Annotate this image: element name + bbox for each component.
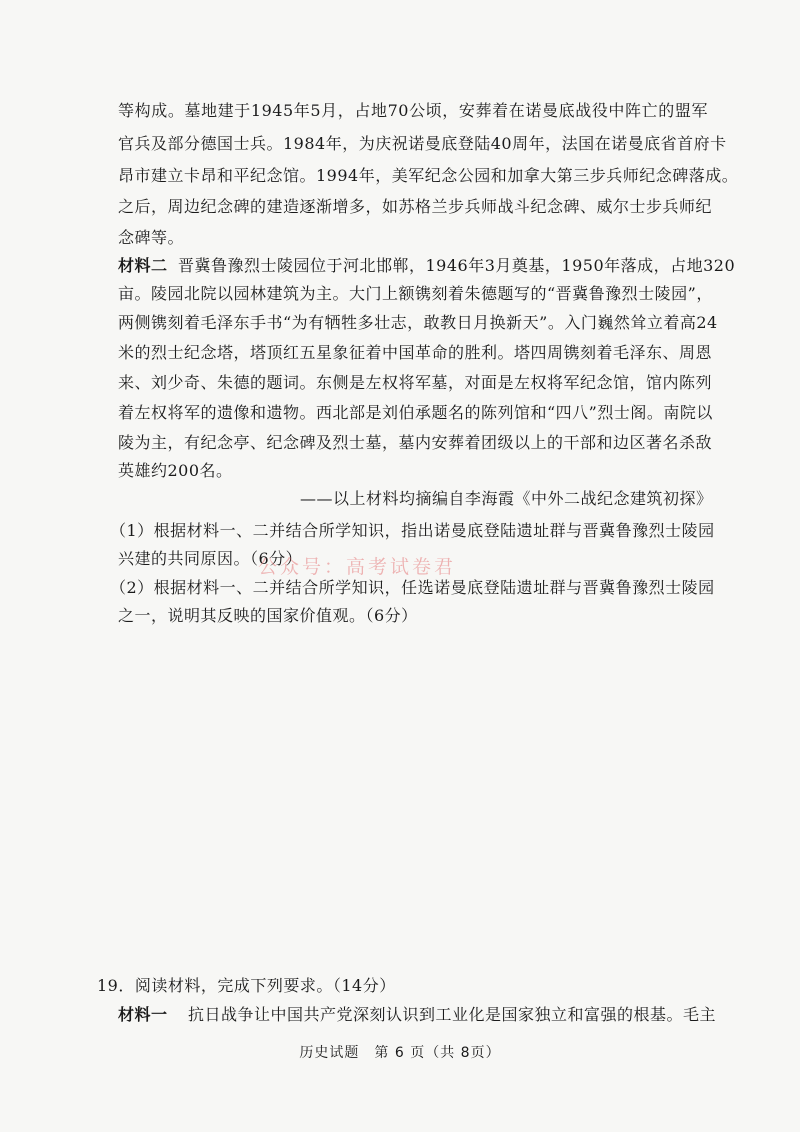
material-two-line: 着左权将军的遗像和遗物。西北部是刘伯承题名的陈列馆和“四八”烈士阁。南院以	[118, 403, 713, 422]
material-two-line: 来、刘少奇、朱德的题词。东侧是左权将军墓，对面是左权将军纪念馆，馆内陈列	[118, 373, 713, 392]
question-2-line: （2）根据材料一、二并结合所学知识，任选诺曼底登陆遗址群与晋冀鲁豫烈士陵园	[110, 578, 715, 597]
question-1-line: 兴建的共同原因。（6分）	[118, 549, 303, 568]
paragraph-line: 念碑等。	[118, 228, 185, 247]
material-two-line: 亩。陵园北院以园林建筑为主。大门上额镌刻着朱德题写的“晋冀鲁豫烈士陵园”，	[118, 284, 713, 303]
material-two-line: 英雄约200名。	[118, 461, 233, 480]
question-2-line: 之一，说明其反映的国家价值观。（6分）	[118, 606, 418, 625]
source-citation: ——以上材料均摘编自李海霞《中外二战纪念建筑初探》	[300, 489, 713, 508]
material-two-line: 两侧镌刻着毛泽东手书“为有牺牲多壮志，敢教日月换新天”。入门巍然耸立着高24	[118, 313, 718, 332]
material-two-line: 陵为主，有纪念亭、纪念碑及烈士墓，墓内安葬着团级以上的干部和边区著名杀敌	[118, 433, 713, 452]
paragraph-line: 官兵及部分德国士兵。1984年，为庆祝诺曼底登陆40周年，法国在诺曼底省首府卡	[118, 134, 727, 153]
paragraph-line: 之后，周边纪念碑的建造逐渐增多，如苏格兰步兵师战斗纪念碑、威尔士步兵师纪	[118, 197, 713, 216]
material-two-label: 材料二	[118, 256, 168, 275]
material-two-line: 晋冀鲁豫烈士陵园位于河北邯郸，1946年3月奠基，1950年落成，占地320	[178, 256, 736, 275]
q19-material-one-label: 材料一	[118, 1005, 168, 1024]
material-two-line: 米的烈士纪念塔，塔顶红五星象征着中国革命的胜利。塔四周镌刻着毛泽东、周恩	[118, 343, 713, 362]
paragraph-line: 昂市建立卡昂和平纪念馆。1994年，美军纪念公园和加拿大第三步兵师纪念碑落成。	[118, 166, 739, 185]
question-1-line: （1）根据材料一、二并结合所学知识，指出诺曼底登陆遗址群与晋冀鲁豫烈士陵园	[110, 521, 715, 540]
watermark: 公众号：高考试卷君	[258, 556, 457, 578]
question-19-heading: 19．阅读材料，完成下列要求。（14分）	[97, 976, 396, 995]
paragraph-line: 等构成。墓地建于1945年5月，占地70公顷，安葬着在诺曼底战役中阵亡的盟军	[118, 101, 708, 120]
page-footer: 历史试题 第 6 页（共 8页）	[299, 1045, 501, 1061]
q19-material-one-text: 抗日战争让中国共产党深刻认识到工业化是国家独立和富强的根基。毛主	[188, 1005, 717, 1024]
